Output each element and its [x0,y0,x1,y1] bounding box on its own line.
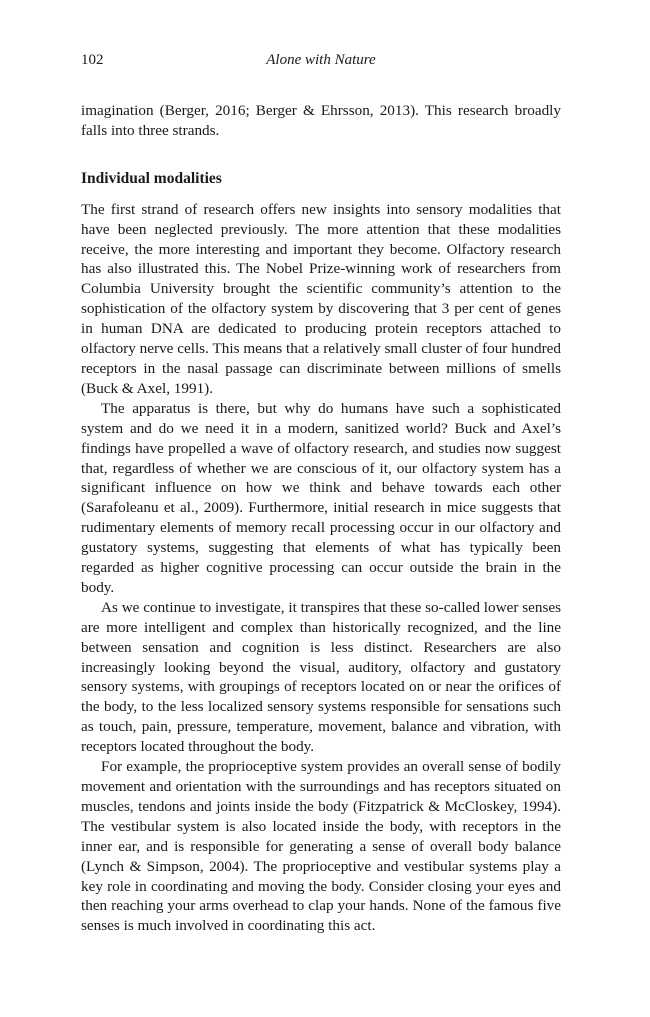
paragraph: As we continue to investigate, it transpires that these so-called lower senses are more intelligent and complex than historically recognized, and the line between sensation and cognition is less distinct. Researchers are also increasingly looking beyond the visual, auditory, olfactory and gustatory sensory systems, with groupings of receptors located on or near the orifices of the body, to the less localized sensory systems responsible for sensations such as touch, pain, pressure, temperature, movement, balance and vibration, with receptors located throughout the body. [81,598,561,756]
body-text [81,101,561,936]
running-head [81,52,561,72]
paragraph: The apparatus is there, but why do humans have such a sophisticated system and do we need it in a modern, sanitized world? Buck and Axel’s findings have propelled a wave of olfactory research, and studies now suggest that, regardless of whether we are conscious of it, our olfactory system has a significant influence on how we think and behave towards each other (Sarafoleanu et al., 2009). Furthermore, initial research in mice suggests that rudimentary elements of memory recall processing occur in our olfactory and gustatory systems, suggesting that elements of what has typically been regarded as higher cognitive processing can occur outside the brain in the body. [81,399,561,596]
opening-paragraph: imagination (Berger, 2016; Berger & Ehrsson, 2013). This research broadly falls into three strands. [81,102,561,139]
paragraph: For example, the proprioceptive system provides an overall sense of bodily movement and orientation with the surroundings and has receptors situated on muscles, tendons and joints inside the body (Fitzpatrick & McCloskey, 1994). The vestibular system is also located inside the body, with receptors in the inner ear, and is responsible for generating a sense of overall body balance (Lynch & Simpson, 2004). The proprioceptive and vestibular systems play a key role in coordinating and moving the body. Consider closing your eyes and then reaching your arms overhead to clap your hands. None of the famous five senses is much involved in coordinating this act. [81,758,561,935]
book-page [81,0,561,1017]
section-heading: Individual modalities [81,169,222,187]
book-title: Alone with Nature [266,52,376,68]
paragraph: The first strand of research offers new insights into sensory modalities that have been neglected previously. The more attention that these modalities receive, the more interesting and important they become. Olfactory research has also illustrated this. The Nobel Prize-winning work of researchers from Columbia University brought the scientific community’s attention to the sophistication of the olfactory system by discovering that 3 per cent of genes in human DNA are dedicated to producing protein receptors attached to olfactory nerve cells. This means that a relatively small cluster of four hundred receptors in the nasal passage can discriminate between millions of smells (Buck & Axel, 1991). [81,200,561,397]
page-number: 102 [81,52,104,68]
